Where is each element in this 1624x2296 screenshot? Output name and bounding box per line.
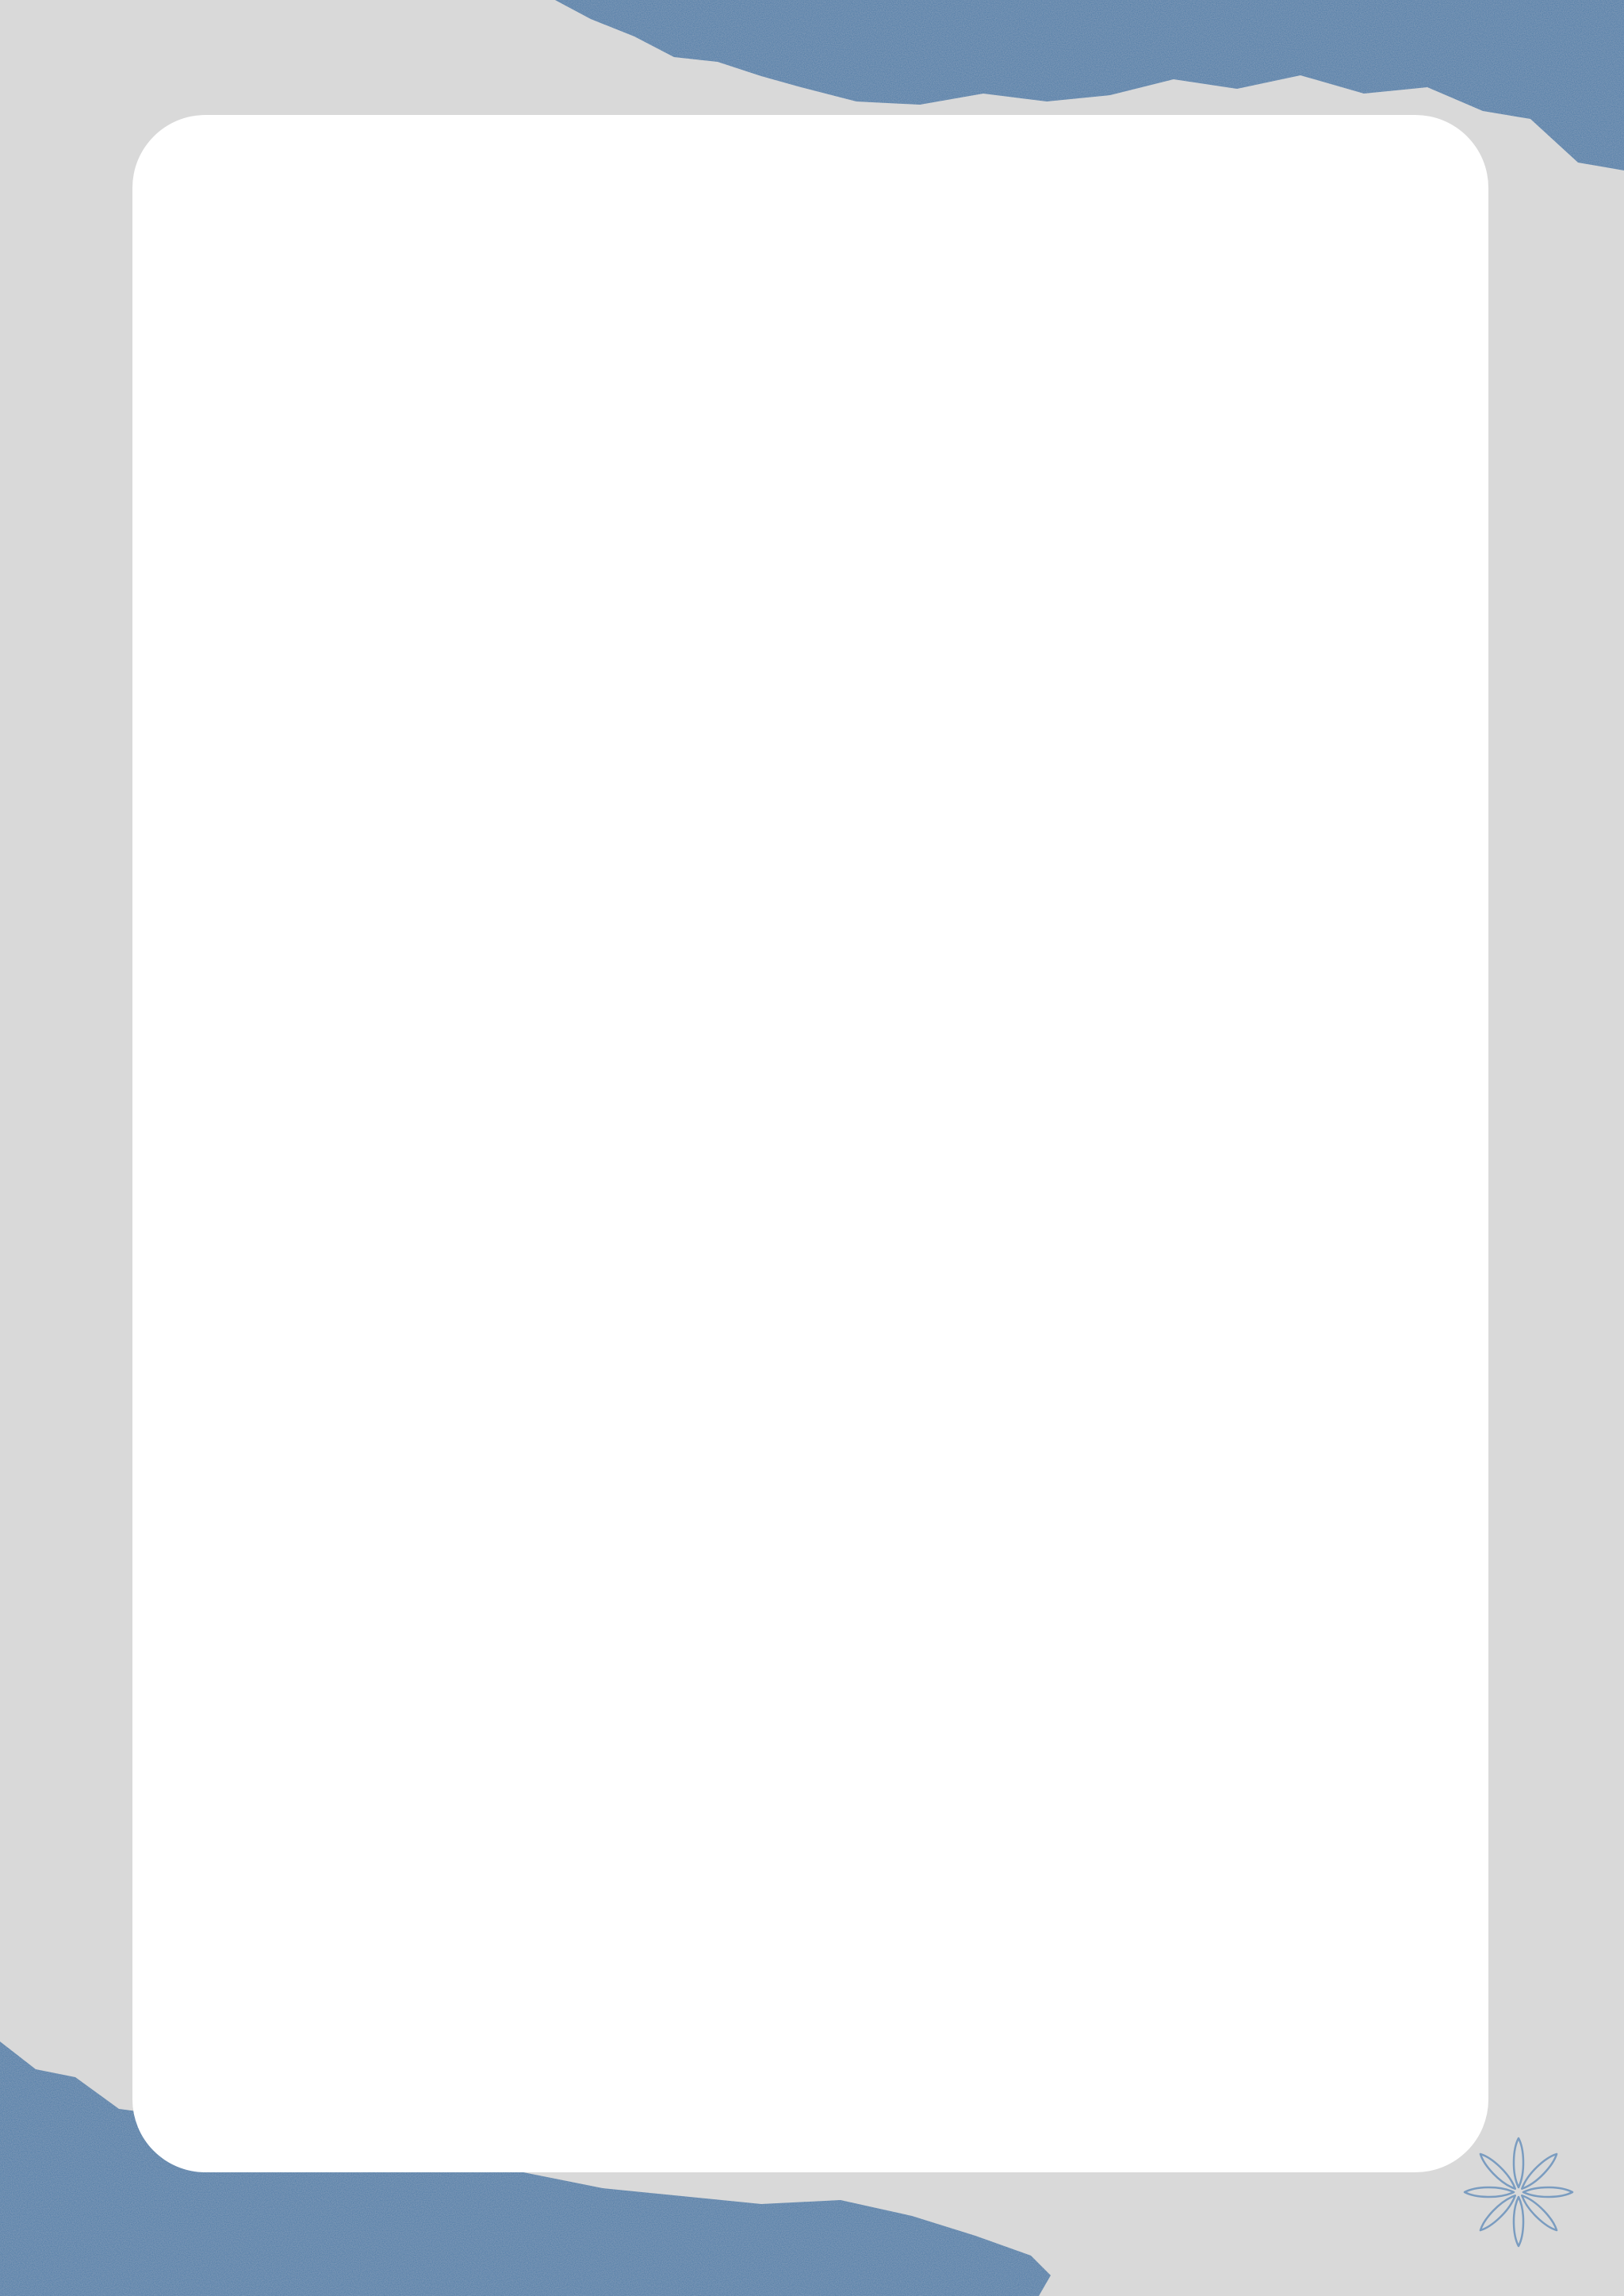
flower-icon xyxy=(1459,2133,1578,2252)
content-card xyxy=(132,115,1488,2172)
